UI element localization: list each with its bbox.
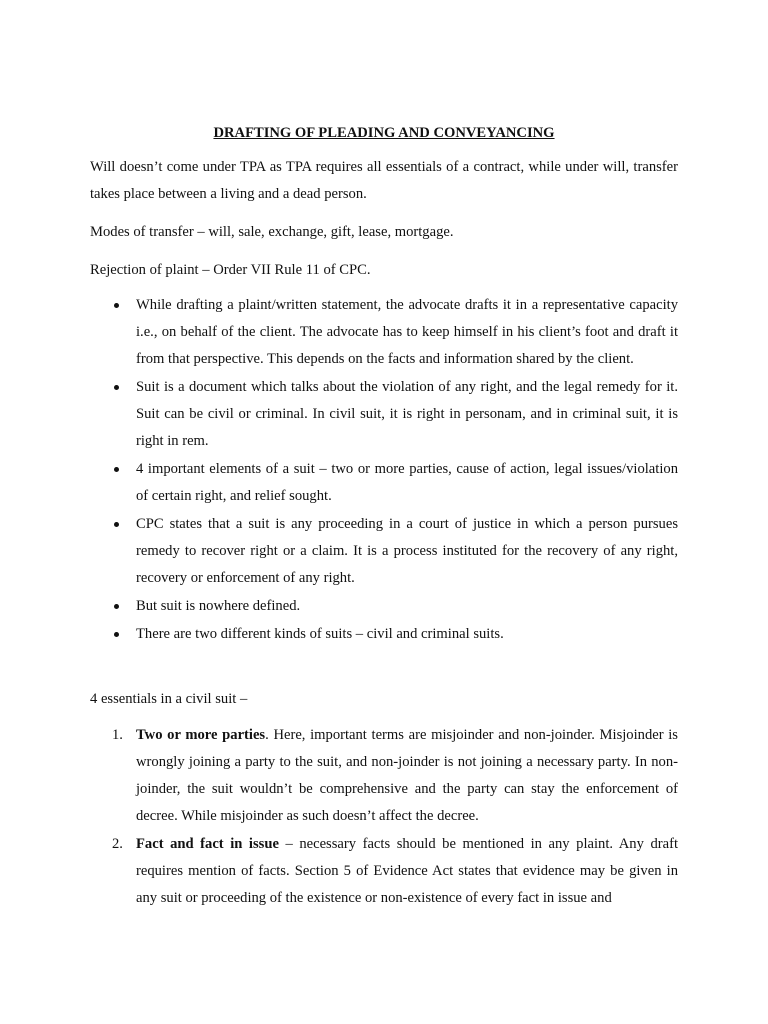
list-item-text: CPC states that a suit is any proceeding in a court of justice in which a person pursues remedy to recover right or a claim. It is a process instituted for the recovery of any right, recovery or enforcement of any right. bbox=[136, 516, 678, 586]
essentials-heading: 4 essentials in a civil suit – bbox=[90, 691, 248, 707]
essentials-list bbox=[0, 722, 768, 912]
list-item-text: Suit is a document which talks about the violation of any right, and the legal remedy for it. Suit can be civil or criminal. In civil suit, it is right in personam, and in criminal suit, it is right in rem. bbox=[136, 379, 678, 449]
bullet-list bbox=[0, 292, 768, 648]
list-item-text: But suit is nowhere defined. bbox=[136, 598, 301, 614]
list-number: 1. bbox=[112, 727, 123, 743]
essential-text: – necessary facts should be mentioned in any plaint. Any draft requires mention of facts. Section 5 of Evidence Act states that evidence may be given in any suit or proceeding of the existence or non-existence of every fact in issue and bbox=[136, 836, 678, 906]
bullet-icon bbox=[114, 385, 119, 390]
list-item bbox=[136, 292, 678, 373]
bullet-icon bbox=[114, 604, 119, 609]
essential-term: Fact and fact in issue bbox=[136, 836, 279, 852]
document-title: DRAFTING OF PLEADING AND CONVEYANCING bbox=[213, 125, 555, 141]
essential-term: Two or more parties bbox=[136, 727, 266, 743]
list-item bbox=[112, 722, 678, 830]
paragraph-rejection-of-plaint: Rejection of plaint – Order VII Rule 11 of CPC. bbox=[90, 262, 371, 278]
paragraph-modes-of-transfer: Modes of transfer – will, sale, exchange, gift, lease, mortgage. bbox=[90, 224, 454, 240]
paragraph-will-tpa: Will doesn’t come under TPA as TPA requires all essentials of a contract, while under will, transfer takes place between a living and a dead person. bbox=[90, 159, 678, 202]
list-item-text: While drafting a plaint/written statement, the advocate drafts it in a representative capacity i.e., on behalf of the client. The advocate has to keep himself in his client’s foot and draft it from that perspective. This depends on the facts and information shared by the client. bbox=[136, 297, 678, 367]
bullet-icon bbox=[114, 522, 119, 527]
bullet-icon bbox=[114, 632, 119, 637]
bullet-icon bbox=[114, 303, 119, 308]
list-item bbox=[136, 593, 678, 620]
bullet-icon bbox=[114, 467, 119, 472]
list-item-text: There are two different kinds of suits – civil and criminal suits. bbox=[136, 626, 504, 642]
list-item bbox=[112, 831, 678, 912]
list-item bbox=[136, 374, 678, 455]
list-item bbox=[136, 621, 678, 648]
list-item-text: 4 important elements of a suit – two or more parties, cause of action, legal issues/violation of certain right, and relief sought. bbox=[136, 461, 678, 504]
list-number: 2. bbox=[112, 836, 123, 852]
essential-text: . Here, important terms are misjoinder and non-joinder. Misjoinder is wrongly joining a party to the suit, and non-joinder is not joining a necessary party. In non-joinder, the suit wouldn’t be comprehensive and the party can stay the enforcement of decree. While misjoinder as such doesn’t affect the decree. bbox=[136, 727, 678, 824]
list-item bbox=[136, 456, 678, 510]
list-item bbox=[136, 511, 678, 592]
